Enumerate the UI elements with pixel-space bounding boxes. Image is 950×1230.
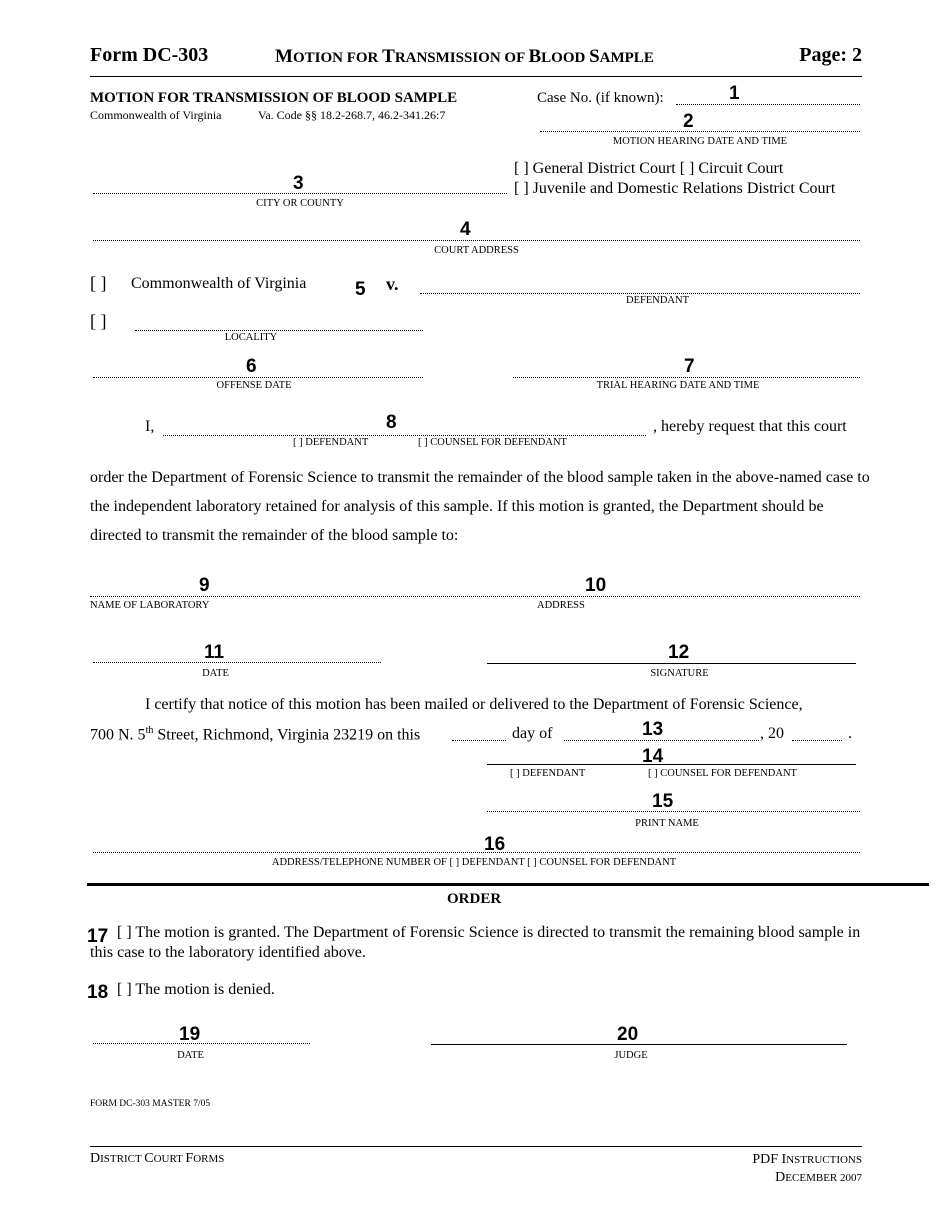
address-telephone-field[interactable] xyxy=(93,852,860,853)
motion-i: I, xyxy=(145,418,155,435)
field-number-13: 13 xyxy=(642,719,664,740)
order-divider xyxy=(87,883,929,886)
print-name-label: PRINT NAME xyxy=(635,818,699,829)
judge-signature-field[interactable] xyxy=(431,1044,847,1045)
hearing-date-field[interactable] xyxy=(540,131,860,132)
field-number-9: 9 xyxy=(199,575,210,596)
motion-date-field[interactable] xyxy=(93,662,381,663)
field-number-6: 6 xyxy=(246,356,257,377)
commonwealth-label: Commonwealth of Virginia xyxy=(131,275,307,292)
movant-counsel-option[interactable]: [ ] COUNSEL FOR DEFENDANT xyxy=(418,437,567,448)
judge-label: JUDGE xyxy=(614,1050,648,1061)
field-number-16: 16 xyxy=(484,834,506,855)
order-date-field[interactable] xyxy=(93,1043,310,1044)
defendant-field[interactable] xyxy=(420,293,860,294)
order-denied[interactable]: [ ] The motion is denied. xyxy=(117,981,275,998)
offense-date-field[interactable] xyxy=(93,377,423,378)
case-no-label: Case No. (if known): xyxy=(537,90,664,106)
signature-label: SIGNATURE xyxy=(650,668,709,679)
motion-date-label: DATE xyxy=(202,668,229,679)
commonwealth-checkbox[interactable]: [ ] xyxy=(90,273,107,293)
certify-day-of: day of xyxy=(512,725,553,742)
form-master: FORM DC-303 MASTER 7/05 xyxy=(90,1099,211,1109)
field-number-7: 7 xyxy=(684,356,695,377)
lab-address-label: ADDRESS xyxy=(537,600,585,611)
print-name-field[interactable] xyxy=(487,811,860,812)
field-number-4: 4 xyxy=(460,219,471,240)
hearing-date-label: MOTION HEARING DATE AND TIME xyxy=(612,136,788,147)
field-number-8: 8 xyxy=(386,412,397,433)
movant-defendant-option[interactable]: [ ] DEFENDANT xyxy=(293,437,369,448)
motion-request: , hereby request that this court xyxy=(653,418,847,435)
signature-field[interactable] xyxy=(487,663,856,664)
form-id: Form DC-303 xyxy=(90,44,209,66)
form-title: MOTION FOR TRANSMISSION OF BLOOD SAMPLE xyxy=(275,46,654,67)
footer-left: DISTRICT COURT FORMS xyxy=(90,1151,225,1166)
locality-field[interactable] xyxy=(135,330,423,331)
field-number-20: 20 xyxy=(617,1024,639,1045)
trial-date-label: TRIAL HEARING DATE AND TIME xyxy=(596,380,760,391)
field-number-12: 12 xyxy=(668,642,690,663)
field-number-15: 15 xyxy=(652,791,674,812)
movant-name-field[interactable] xyxy=(163,435,646,436)
offense-date-label: OFFENSE DATE xyxy=(216,380,292,391)
footer-right-line-1: PDF INSTRUCTIONS xyxy=(752,1152,862,1167)
order-granted[interactable]: [ ] The motion is granted. The Department of Forensic Science is directed to transmit the remaining blood sample in this case to the laboratory identified above. xyxy=(90,924,861,961)
field-number-17: 17 xyxy=(87,926,109,947)
field-number-5: 5 xyxy=(355,279,366,300)
certify-year-field[interactable] xyxy=(792,740,842,741)
case-no-field[interactable] xyxy=(676,104,860,105)
certify-defendant-option[interactable]: [ ] DEFENDANT xyxy=(510,768,586,779)
statute-code: Va. Code §§ 18.2-268.7, 46.2-341.26:7 xyxy=(258,108,446,122)
order-heading: ORDER xyxy=(447,891,502,907)
city-county-label: CITY OR COUNTY xyxy=(256,198,344,209)
order-date-label: DATE xyxy=(177,1050,204,1061)
court-address-field[interactable] xyxy=(93,240,860,241)
field-number-18: 18 xyxy=(87,982,109,1003)
page-number: Page: 2 xyxy=(799,44,862,66)
laboratory-field[interactable] xyxy=(90,596,860,597)
field-number-3: 3 xyxy=(293,173,304,194)
certify-counsel-option[interactable]: [ ] COUNSEL FOR DEFENDANT xyxy=(648,768,797,779)
motion-body: order the Department of Forensic Science to transmit the remainder of the blood sample taken in the above-named case to the independent laboratory retained for analysis of this sample. If this motion is granted, the Department should be directed to transmit the remainder of the blood sample to: xyxy=(90,469,870,544)
versus-label: v. xyxy=(386,274,399,294)
caption-title: MOTION FOR TRANSMISSION OF BLOOD SAMPLE xyxy=(90,90,458,106)
field-number-19: 19 xyxy=(179,1024,201,1045)
certify-line-1: I certify that notice of this motion has been mailed or delivered to the Department of Forensic Science, xyxy=(145,696,803,713)
trial-date-field[interactable] xyxy=(513,377,860,378)
header xyxy=(90,44,862,77)
footer-rule xyxy=(90,1146,862,1147)
footer-right xyxy=(752,1151,862,1187)
laboratory-label: NAME OF LABORATORY xyxy=(90,600,210,611)
locality-label: LOCALITY xyxy=(224,332,278,343)
field-number-14: 14 xyxy=(642,746,664,767)
field-number-1: 1 xyxy=(729,83,740,104)
jurisdiction: Commonwealth of Virginia xyxy=(90,108,222,122)
certify-year-prefix: , 20 xyxy=(760,725,784,742)
certify-day-field[interactable] xyxy=(452,740,506,741)
certify-period: . xyxy=(848,725,852,742)
locality-checkbox[interactable]: [ ] xyxy=(90,311,107,331)
defendant-label: DEFENDANT xyxy=(626,295,689,306)
certify-month-field[interactable] xyxy=(564,740,759,741)
certify-line-2: 700 N. 5th Street, Richmond, Virginia 23219 on this xyxy=(90,725,421,744)
field-number-11: 11 xyxy=(204,642,225,663)
certify-signature-field[interactable] xyxy=(487,764,856,765)
court-address-label: COURT ADDRESS xyxy=(434,245,519,256)
address-telephone-label: ADDRESS/TELEPHONE NUMBER OF [ ] DEFENDANT [ ] COUNSEL FOR DEFENDANT xyxy=(271,857,677,868)
field-number-2: 2 xyxy=(683,111,694,132)
court-type-gd-circuit[interactable]: [ ] General District Court [ ] Circuit Court xyxy=(514,160,784,177)
footer-right-line-2: DECEMBER 2007 xyxy=(775,1170,862,1185)
field-number-10: 10 xyxy=(585,575,607,596)
court-type-jdr[interactable]: [ ] Juvenile and Domestic Relations District Court xyxy=(514,180,836,197)
